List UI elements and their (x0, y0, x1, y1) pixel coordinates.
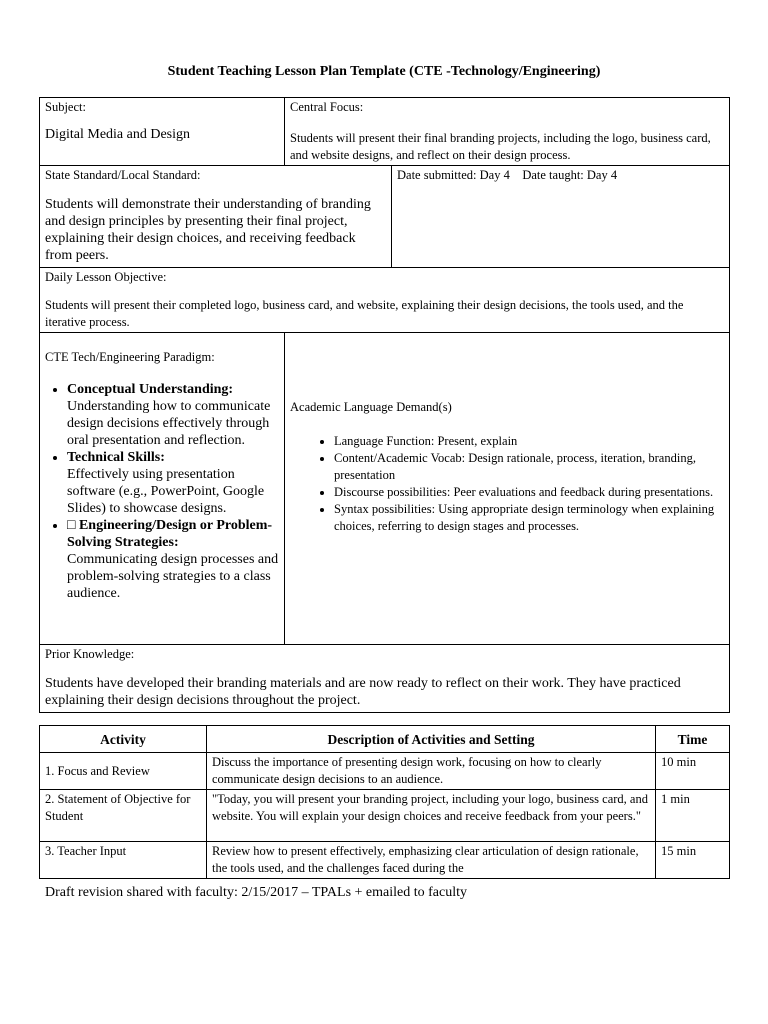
subject-cell (40, 98, 285, 166)
paradigm-item-text: Understanding how to communicate design decisions effectively through oral presentation and reflection. (67, 399, 271, 448)
language-cell (285, 333, 730, 645)
standard-row (40, 166, 730, 268)
paradigm-item (67, 517, 279, 602)
description-cell: Review how to present effectively, emphasizing clear articulation of design rationale, the tools used, and the challenges faced during the (207, 842, 656, 879)
language-item: • Discourse possibilities: Peer evaluations and feedback during presentations. (334, 484, 724, 501)
paradigm-label: CTE Tech/Engineering Paradigm: (45, 350, 215, 364)
dates-cell (392, 166, 730, 268)
paradigm-item-heading: Technical Skills: (67, 450, 165, 465)
language-item: • Syntax possibilities: Using appropriate design terminology when explaining choices, referring to design stages and processes. (334, 501, 724, 535)
paradigm-row (40, 333, 730, 645)
language-label: Academic Language Demand(s) (290, 400, 452, 414)
subject-value: Digital Media and Design (45, 127, 191, 142)
standard-value: Students will demonstrate their understanding of branding and design principles by presenting their final project, explaining their design choices, and receiving feedback from peers. (45, 197, 371, 263)
table-row (40, 790, 730, 842)
paradigm-item (67, 449, 279, 517)
paradigm-item-text: Effectively using presentation software (e.g., PowerPoint, Google Slides) to showcase designs. (67, 467, 265, 516)
document-title: Student Teaching Lesson Plan Template (CTE -Technology/Engineering) (167, 64, 601, 79)
subject-row (40, 98, 730, 166)
lesson-plan-table (39, 97, 730, 713)
column-header-activity: Activity (40, 726, 207, 753)
table-row (40, 753, 730, 790)
activity-cell: 3. Teacher Input (40, 842, 207, 879)
central-focus-cell (285, 98, 730, 166)
central-focus-label: Central Focus: (290, 100, 364, 114)
paradigm-list (45, 381, 279, 602)
table-row (40, 842, 730, 879)
activity-cell: 1. Focus and Review (40, 753, 207, 790)
activity-table (39, 725, 730, 879)
prior-knowledge-row (40, 645, 730, 713)
objective-value: Students will present their completed logo, business card, and website, explaining their design decisions, the tools used, and the iterative process. (45, 298, 684, 329)
paradigm-item-heading: □ Engineering/Design or Problem-Solving Strategies: (67, 518, 273, 550)
prior-knowledge-cell (40, 645, 730, 713)
dates-text: Date submitted: Day 4 Date taught: Day 4 (397, 168, 618, 182)
time-cell: 1 min (656, 790, 730, 842)
standard-cell (40, 166, 392, 268)
prior-knowledge-label: Prior Knowledge: (45, 647, 135, 661)
objective-cell (40, 268, 730, 333)
time-cell: 10 min (656, 753, 730, 790)
description-cell: Discuss the importance of presenting design work, focusing on how to clearly communicate design decisions to an audience. (207, 753, 656, 790)
paradigm-item (67, 381, 279, 449)
objective-label: Daily Lesson Objective: (45, 270, 167, 284)
language-list (290, 433, 724, 535)
objective-row (40, 268, 730, 333)
footer-note: Draft revision shared with faculty: 2/15/2017 – TPALs + emailed to faculty (45, 885, 467, 900)
activity-header-row (40, 726, 730, 753)
prior-knowledge-value: Students have developed their branding materials and are now ready to reflect on their work. They have practiced explaining their design decisions throughout the project. (45, 676, 681, 708)
subject-label: Subject: (45, 100, 86, 114)
standard-label: State Standard/Local Standard: (45, 168, 201, 182)
paradigm-item-heading: Conceptual Understanding: (67, 382, 234, 397)
paradigm-item-text: Communicating design processes and problem-solving strategies to a class audience. (67, 552, 279, 601)
column-header-time: Time (656, 726, 730, 753)
description-cell: "Today, you will present your branding project, including your logo, business card, and website. You will explain your design choices and receive feedback from your peers." (207, 790, 656, 842)
paradigm-cell (40, 333, 285, 645)
time-cell: 15 min (656, 842, 730, 879)
activity-cell: 2. Statement of Objective for Student (40, 790, 207, 842)
column-header-description: Description of Activities and Setting (207, 726, 656, 753)
language-item: • Content/Academic Vocab: Design rationale, process, iteration, branding, presentation (334, 450, 724, 484)
central-focus-value: Students will present their final branding projects, including the logo, business card, and website designs, and reflect on their design process. (290, 131, 711, 162)
language-item: • Language Function: Present, explain (334, 433, 724, 450)
